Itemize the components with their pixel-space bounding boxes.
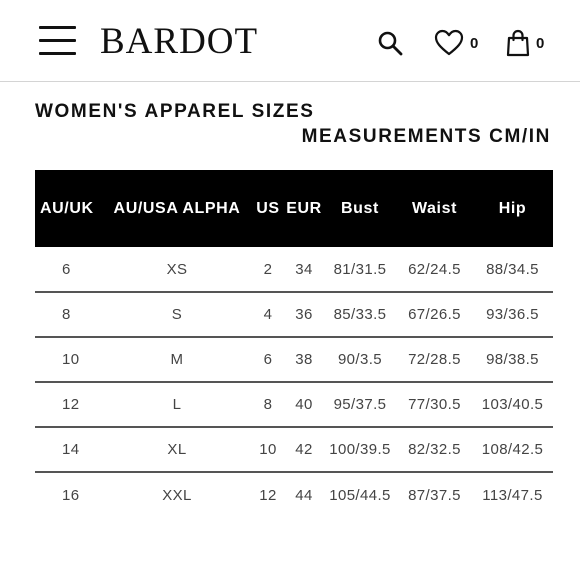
- cell-bust: 100/39.5: [329, 441, 391, 458]
- cell-au-usa-alpha: M: [170, 351, 184, 368]
- cell-eur: 44: [295, 486, 313, 504]
- table-row: [35, 382, 553, 427]
- col-header-waist: Waist: [397, 170, 472, 247]
- table-row: [35, 337, 553, 382]
- cell-eur: 34: [295, 260, 313, 278]
- cell-waist: 62/24.5: [408, 260, 461, 278]
- cell-bust: 90/3.5: [337, 351, 383, 368]
- cell-waist: 82/32.5: [408, 441, 461, 458]
- cell-hip: 98/38.5: [486, 351, 539, 368]
- cell-eur: 38: [295, 351, 313, 368]
- table-header-row: [35, 170, 553, 247]
- cell-au-usa-alpha: S: [171, 306, 183, 323]
- col-header-bust: Bust: [323, 170, 397, 247]
- table-row: [35, 292, 553, 337]
- brand-logo[interactable]: BARDOT: [100, 21, 259, 62]
- cell-au-uk: 14: [62, 441, 80, 458]
- cell-bust: 105/44.5: [329, 486, 391, 504]
- cell-au-usa-alpha: XL: [167, 441, 187, 458]
- cell-au-uk: 10: [62, 351, 80, 368]
- wishlist-count: 0: [470, 34, 479, 52]
- col-header-au-usa-alpha: AU/USA ALPHA: [103, 170, 251, 247]
- cell-bust: 95/37.5: [333, 396, 387, 413]
- cell-us: 10: [259, 441, 277, 458]
- cell-au-usa-alpha: L: [172, 396, 182, 413]
- cell-bust: 85/33.5: [333, 306, 387, 323]
- cell-waist: 72/28.5: [408, 351, 461, 368]
- cell-hip: 108/42.5: [481, 441, 544, 458]
- search-button[interactable]: [377, 25, 407, 61]
- cell-eur: 36: [295, 306, 313, 323]
- search-icon: [377, 30, 403, 56]
- cell-hip: 88/34.5: [486, 260, 539, 278]
- cell-waist: 87/37.5: [408, 486, 461, 504]
- cell-eur: 40: [295, 396, 313, 413]
- heart-icon: [434, 29, 464, 57]
- hamburger-menu-icon[interactable]: [39, 26, 77, 56]
- wishlist-button[interactable]: [434, 25, 486, 61]
- cell-au-uk: 16: [62, 486, 80, 504]
- cell-hip: 113/47.5: [482, 486, 543, 504]
- page-title: WOMEN'S APPAREL SIZES: [35, 101, 315, 122]
- col-header-au-uk: AU/UK: [35, 170, 103, 247]
- cell-us: 4: [263, 306, 273, 323]
- cell-au-usa-alpha: XXL: [162, 486, 192, 504]
- cell-waist: 67/26.5: [408, 306, 461, 323]
- cell-us: 6: [263, 351, 273, 368]
- cell-au-uk: 8: [62, 306, 71, 323]
- site-header: [0, 0, 580, 82]
- col-header-us: US: [251, 170, 285, 247]
- cell-waist: 77/30.5: [408, 396, 461, 413]
- cell-us: 12: [259, 486, 277, 504]
- measurements-subtitle: MEASUREMENTS CM/IN: [301, 126, 551, 147]
- table-row: [35, 427, 553, 472]
- cell-bust: 81/31.5: [333, 260, 387, 278]
- cart-count: 0: [536, 34, 545, 52]
- cart-button[interactable]: [506, 25, 558, 61]
- table-row: [35, 472, 553, 517]
- size-chart-table: [35, 170, 553, 517]
- cell-au-uk: 12: [62, 396, 80, 413]
- cell-us: 2: [263, 260, 273, 278]
- table-row: [35, 247, 553, 292]
- cell-hip: 93/36.5: [486, 306, 539, 323]
- col-header-hip: Hip: [472, 170, 553, 247]
- cell-us: 8: [263, 396, 273, 413]
- cell-hip: 103/40.5: [481, 396, 544, 413]
- col-header-eur: EUR: [285, 170, 323, 247]
- cell-au-uk: 6: [62, 260, 71, 278]
- cell-au-usa-alpha: XS: [166, 260, 188, 278]
- shopping-bag-icon: [506, 29, 530, 57]
- cell-eur: 42: [295, 441, 313, 458]
